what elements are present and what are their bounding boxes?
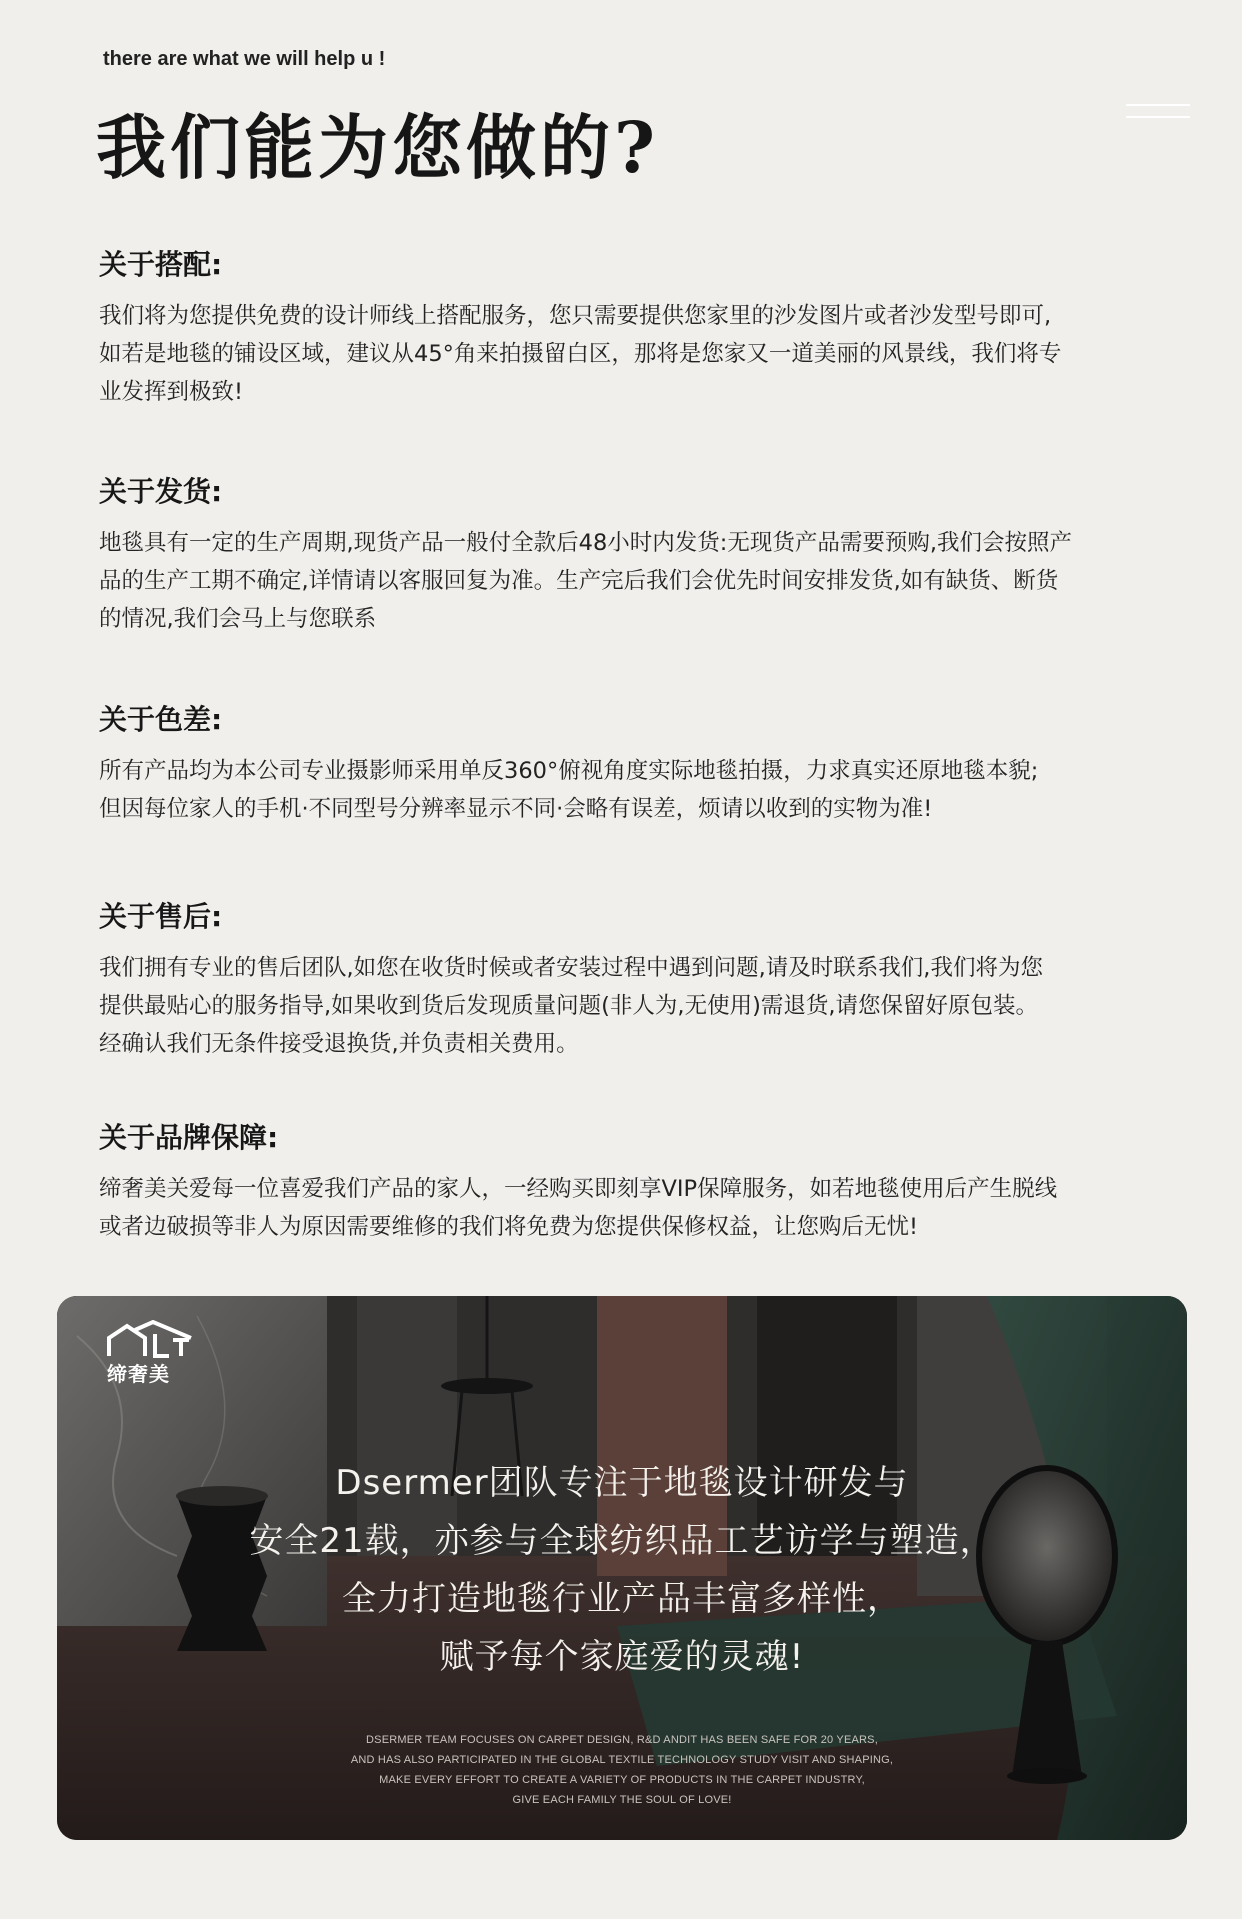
section-line: 缔奢美关爱每一位喜爱我们产品的家人，一经购买即刻享VIP保障服务，如若地毯使用后产生脱线 — [99, 1176, 1058, 1202]
section-line: 我们将为您提供免费的设计师线上搭配服务，您只需要提供您家里的沙发图片或者沙发型号即可, — [99, 303, 1052, 329]
section-body — [99, 752, 1179, 828]
section-line: 我们拥有专业的售后团队,如您在收货时候或者安装过程中遇到问题,请及时联系我们,我们将为您 — [99, 955, 1043, 981]
banner-chinese-text — [57, 1454, 1187, 1686]
brand-logo-text: 缔奢美 — [107, 1362, 170, 1386]
section-title: 关于发货: — [99, 475, 223, 508]
section-body — [99, 1170, 1179, 1246]
section-brand-guarantee — [99, 1118, 1179, 1246]
section-line: 经确认我们无条件接受退换货,并负责相关费用。 — [99, 1031, 579, 1057]
banner-en-line: GIVE EACH FAMILY THE SOUL OF LOVE! — [512, 1794, 732, 1806]
banner-en-line: AND HAS ALSO PARTICIPATED IN THE GLOBAL TEXTILE TECHNOLOGY STUDY VISIT AND SHAPING, — [350, 1754, 894, 1766]
section-title: 关于色差: — [99, 703, 223, 736]
banner-english-text — [57, 1730, 1187, 1810]
section-body — [99, 949, 1179, 1063]
banner-cn-line: 安全21载，亦参与全球纺织品工艺访学与塑造， — [249, 1521, 995, 1561]
menu-icon[interactable] — [1126, 104, 1190, 122]
banner-cn-line: 赋予每个家庭爱的灵魂! — [439, 1637, 805, 1677]
page-title: 我们能为您做的? — [96, 106, 660, 189]
section-title: 关于品牌保障: — [99, 1121, 279, 1154]
section-shipping — [99, 472, 1179, 638]
section-line: 但因每位家人的手机·不同型号分辨率显示不同·会略有误差，烦请以收到的实物为准! — [99, 796, 933, 822]
banner-cn-line: 全力打造地毯行业产品丰富多样性， — [342, 1579, 902, 1619]
section-title: 关于搭配: — [99, 248, 223, 281]
banner-cn-line: Dsermer团队专注于地毯设计研发与 — [335, 1463, 909, 1503]
section-line: 业发挥到极致! — [99, 379, 244, 405]
house-logo-icon — [105, 1320, 195, 1360]
section-line: 所有产品均为本公司专业摄影师采用单反360°俯视角度实际地毯拍摄，力求真实还原地毯本貌; — [99, 758, 1039, 784]
section-matching — [99, 245, 1179, 411]
section-line: 品的生产工期不确定,详情请以客服回复为准。生产完后我们会优先时间安排发货,如有缺货、断货 — [99, 568, 1059, 594]
brand-banner — [57, 1296, 1187, 1840]
section-line: 提供最贴心的服务指导,如果收到货后发现质量问题(非人为,无使用)需退货,请您保留好原包装。 — [99, 993, 1039, 1019]
page-subtitle: there are what we will help u ! — [103, 48, 386, 70]
section-body — [99, 297, 1179, 411]
section-body — [99, 524, 1179, 638]
banner-en-line: MAKE EVERY EFFORT TO CREATE A VARIETY OF PRODUCTS IN THE CARPET INDUSTRY, — [379, 1774, 865, 1786]
section-title: 关于售后: — [99, 900, 223, 933]
section-color-difference — [99, 700, 1179, 828]
section-line: 或者边破损等非人为原因需要维修的我们将免费为您提供保修权益，让您购后无忧! — [99, 1214, 919, 1240]
banner-en-line: DSERMER TEAM FOCUSES ON CARPET DESIGN, R&D ANDIT HAS BEEN SAFE FOR 20 YEARS, — [366, 1734, 878, 1746]
section-after-sales — [99, 897, 1179, 1063]
section-line: 如若是地毯的铺设区域，建议从45°角来拍摄留白区，那将是您家又一道美丽的风景线，我们将专 — [99, 341, 1062, 367]
section-line: 的情况,我们会马上与您联系 — [99, 606, 377, 632]
section-line: 地毯具有一定的生产周期,现货产品一般付全款后48小时内发货:无现货产品需要预购,我们会按照产 — [99, 530, 1073, 556]
